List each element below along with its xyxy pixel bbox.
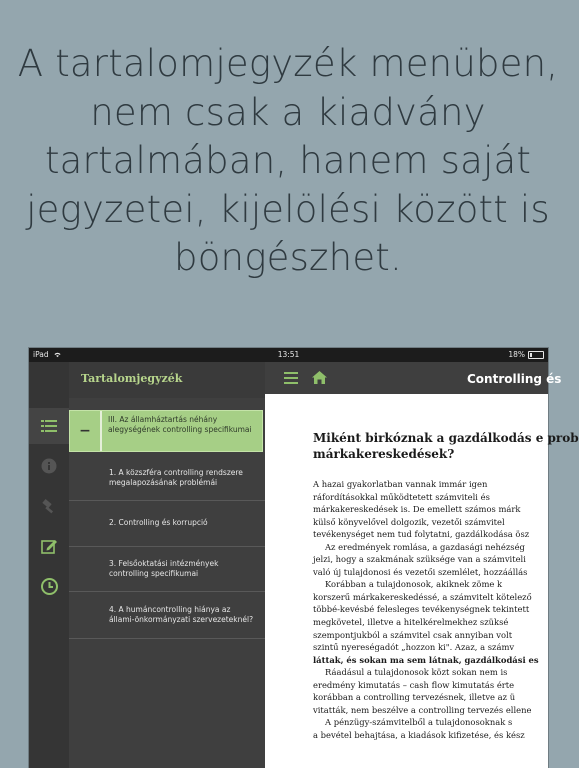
promo-headline xyxy=(0,40,576,283)
body-line: márkakereskedések is. De emellett számos márk xyxy=(313,504,521,515)
menu-icon[interactable] xyxy=(284,372,298,384)
clock-icon[interactable] xyxy=(29,568,69,604)
ipad-screen xyxy=(29,348,579,768)
status-time: 13:51 xyxy=(277,350,300,359)
home-icon[interactable] xyxy=(312,371,327,384)
body-line: Az eredmények romlása, a gazdasági nehézség xyxy=(325,541,525,552)
status-bar xyxy=(29,348,548,362)
headline-line: A tartalomjegyzék menüben, xyxy=(17,42,559,85)
toc-item-label: 3. Felsőoktatási intézmények controlling specifikumai xyxy=(109,559,219,578)
body-line: korábban a controlling tervezésnek, illetve az ü xyxy=(313,692,516,703)
status-right xyxy=(508,348,544,362)
collapse-icon[interactable]: − xyxy=(70,411,102,451)
body-line: külső könyvelővel dolgozik, vezetői számvitel xyxy=(313,516,505,527)
toc-item-label: 1. A közszféra controlling rendszere megalapozásának problémái xyxy=(109,468,243,487)
body-line: a bevétel behajtása, a kiadások kifizetése, és kész xyxy=(313,729,525,740)
toc-title: Tartalomjegyzék xyxy=(81,372,183,385)
body-line: jelzi, hogy a szakmának szüksége van a számviteli xyxy=(313,554,526,565)
headline-line: böngészhet. xyxy=(174,236,402,279)
book-title: Controlling és xyxy=(467,372,562,386)
body-line: láttak, és sokan ma sem látnak, gazdálkodási es xyxy=(313,654,539,665)
toc-item[interactable] xyxy=(69,454,265,501)
toc-item-label: 4. A humáncontrolling hiánya az állami-önkormányzati szervezeteknél? xyxy=(109,605,254,624)
toc-item-label: 2. Controlling és korrupció xyxy=(109,518,208,527)
device-label: iPad xyxy=(33,350,49,359)
headline-line: jegyzetei, kijelölési között is xyxy=(26,187,550,231)
side-rail xyxy=(29,362,69,768)
body-line: A pénzügy-számvitelből a tulajdonosoknak s xyxy=(325,717,513,728)
section-title-line: Miként birkóznak a gazdálkodás e prob xyxy=(313,431,579,445)
reader-page xyxy=(265,394,579,768)
body-line: ráfordításokkal működtetett számviteli és xyxy=(313,491,490,502)
body-line: való új tulajdonosi és vezetői szemlélet, hozzáállás xyxy=(313,566,528,577)
headline-line: tartalmában, hanem saját xyxy=(44,139,532,182)
body-line: szempontjukból a számvitel csak annyiban volt xyxy=(313,629,513,640)
hammer-icon[interactable] xyxy=(29,488,69,524)
body-line: A hazai gyakorlatban vannak immár igen xyxy=(313,479,488,489)
toc-item[interactable] xyxy=(69,592,265,639)
body-line: vitatták, nem beszélve a controlling tervezés ellene xyxy=(313,704,532,715)
body-line: Korábban a tulajdonosok, akiknek zöme k xyxy=(325,579,503,590)
section-title xyxy=(313,430,579,462)
toc-selected-label: III. Az államháztartás néhány alegységének controlling specifikumai xyxy=(108,415,252,434)
toc-item[interactable] xyxy=(69,547,265,592)
body-line: szintű nyereségadót „hozzon ki". Azaz, a számv xyxy=(313,642,515,653)
document-content xyxy=(313,430,579,741)
body-line: eredmény kimutatás – cash flow kimutatás érte xyxy=(313,679,515,690)
section-title-line: márkakereskedések? xyxy=(313,447,455,461)
document-body xyxy=(313,478,573,741)
headline-line: nem csak a kiadvány xyxy=(90,90,486,134)
toc-panel xyxy=(69,362,265,768)
list-icon[interactable] xyxy=(29,408,69,444)
edit-icon[interactable] xyxy=(29,528,69,564)
body-line: megkövetel, illetve a hitelkérelmekhez szüksé xyxy=(313,617,509,628)
toc-item[interactable] xyxy=(69,501,265,547)
body-line: többé-kevésbé felesleges tevékenységnek tekintett xyxy=(313,604,530,615)
info-icon[interactable] xyxy=(29,448,69,484)
toc-selected-chapter[interactable] xyxy=(69,410,263,452)
body-line: Ráadásul a tulajdonosok közt sokan nem is xyxy=(325,667,508,678)
battery-icon xyxy=(528,351,544,359)
battery-percent: 18% xyxy=(508,350,525,359)
toc-header xyxy=(69,362,265,398)
body-line: tevékenységet nem tud folytatni, gazdálkodása ösz xyxy=(313,529,530,540)
body-line: korszerű márkakereskedéssé, a számvitelt kötelező xyxy=(313,591,532,602)
reader-toolbar xyxy=(265,362,562,394)
